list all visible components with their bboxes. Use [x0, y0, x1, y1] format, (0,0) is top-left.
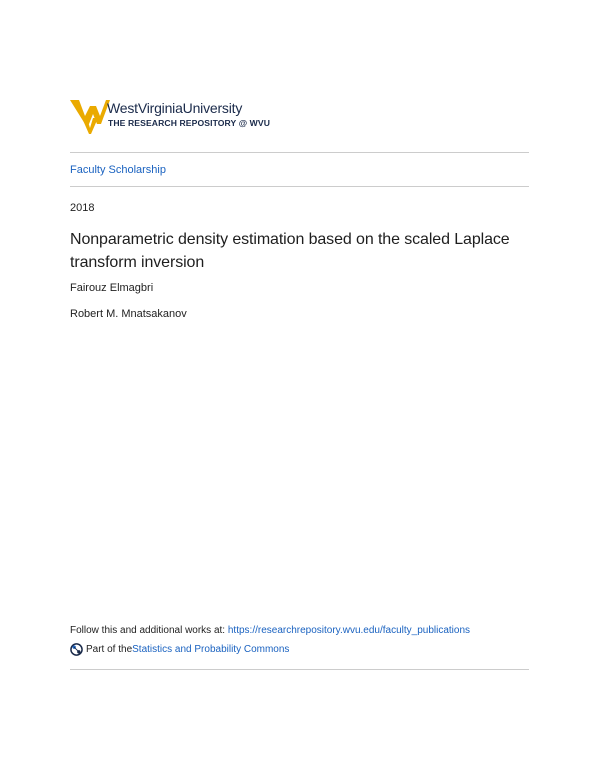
author-1: Fairouz Elmagbri	[70, 282, 154, 294]
divider-bottom	[70, 669, 529, 670]
logo-subtitle: THE RESEARCH REPOSITORY @ WVU	[108, 118, 271, 128]
publication-year: 2018	[70, 202, 95, 214]
flying-wv-icon	[70, 98, 110, 134]
follow-prefix: Follow this and additional works at:	[70, 625, 228, 636]
part-of-line	[70, 643, 289, 656]
logo-name: WestVirginiaUniversity	[107, 100, 243, 116]
network-icon	[70, 643, 83, 656]
divider-top	[70, 152, 529, 153]
divider-collection	[70, 186, 529, 187]
collection-link[interactable]: Faculty Scholarship	[70, 164, 166, 176]
author-2: Robert M. Mnatsakanov	[70, 308, 187, 320]
repository-link[interactable]: https://researchrepository.wvu.edu/faculty_publications	[227, 625, 471, 636]
part-of-prefix: Part of the	[86, 644, 133, 655]
wvu-logo[interactable]	[70, 98, 290, 134]
follow-line	[70, 625, 470, 636]
commons-link[interactable]: Statistics and Probability Commons	[132, 644, 290, 655]
paper-title: Nonparametric density estimation based on the scaled Laplace transform inversion	[70, 231, 510, 271]
